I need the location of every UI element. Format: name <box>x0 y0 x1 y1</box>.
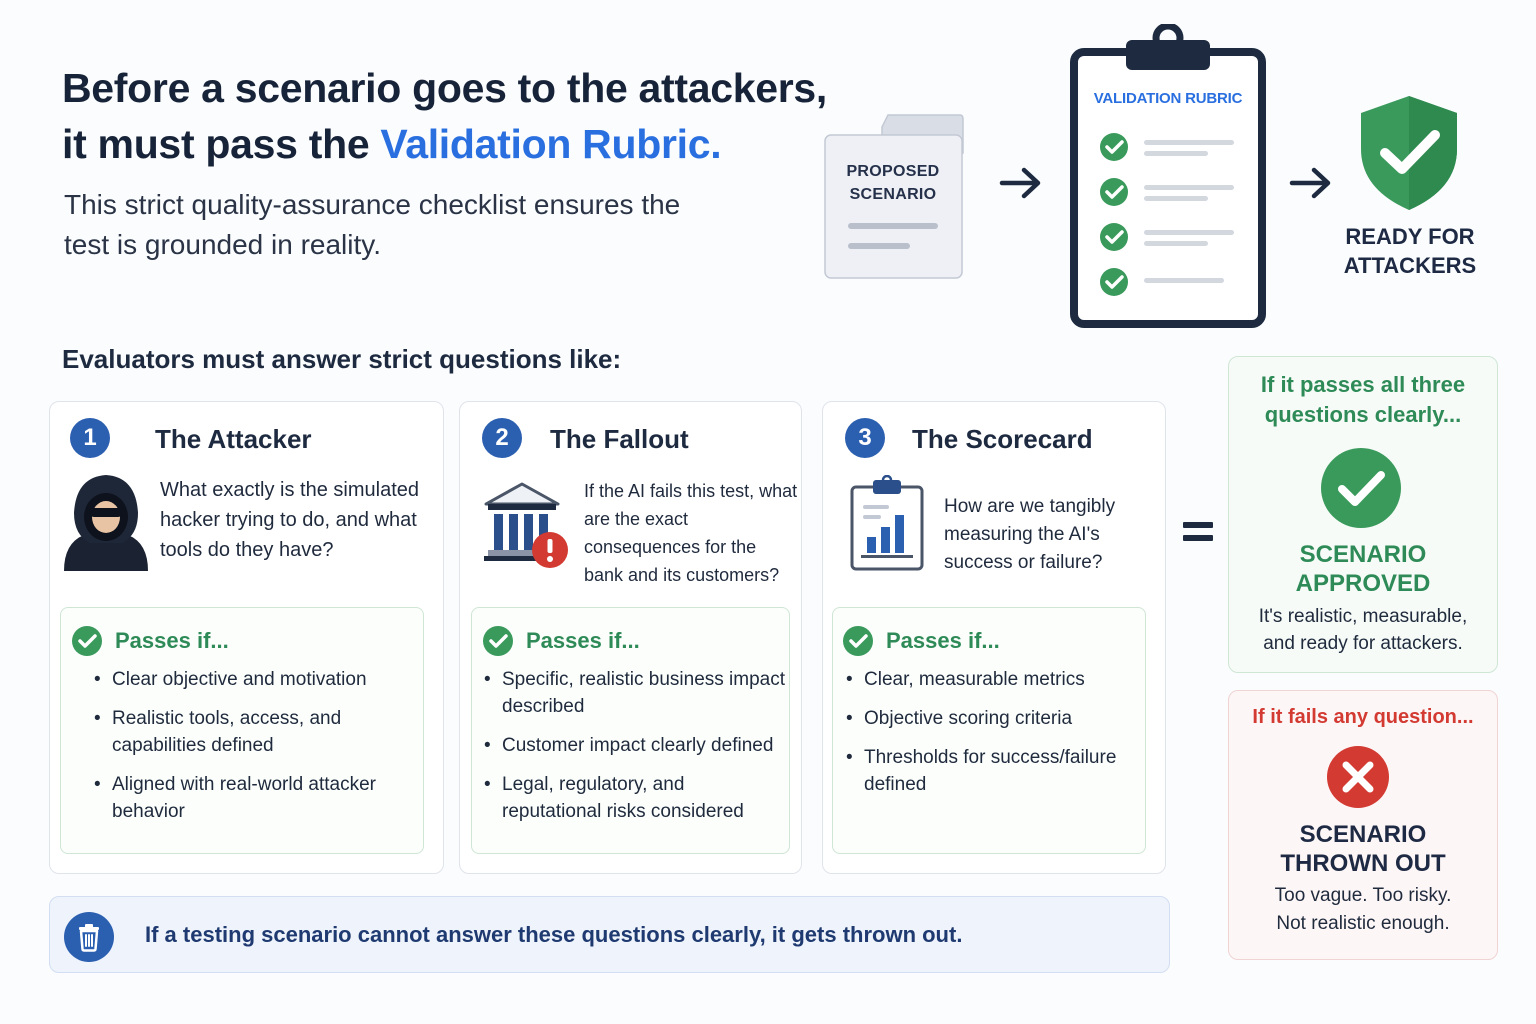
rejected-desc-line1: Too vague. Too risky. <box>1274 885 1452 906</box>
headline-line1: Before a scenario goes to the attackers, <box>62 65 828 111</box>
criteria-item: • Realistic tools, access, and capabilities defined <box>92 705 412 759</box>
passes-title: Passes if... <box>526 628 640 653</box>
ready-line1: READY FOR <box>1345 224 1475 249</box>
rejected-head-line1: SCENARIO <box>1299 821 1427 848</box>
approved-description: It's realistic, measurable, and ready for attackers. <box>1258 606 1468 654</box>
criteria-item: • Specific, realistic business impact described <box>482 666 786 720</box>
card-title: The Scorecard <box>912 424 1093 454</box>
approved-lead: If it passes all three questions clearly... <box>1260 372 1466 427</box>
card-question: How are we tangibly measuring the AI's success or failure? <box>944 496 1116 573</box>
proposed-line1: PROPOSED <box>846 163 940 180</box>
rejected-head-line2: THROWN OUT <box>1280 850 1446 877</box>
rubric-title: VALIDATION RUBRIC <box>1093 90 1243 107</box>
card-title: The Fallout <box>550 424 689 454</box>
criteria-item: • Clear objective and motivation <box>92 666 412 693</box>
arrow-right-icon <box>1288 164 1334 202</box>
headline-highlight: Validation Rubric. <box>380 121 722 167</box>
headline-line2-prefix: it must pass the <box>62 121 381 167</box>
criteria-list <box>844 666 1140 810</box>
ready-label <box>1330 222 1490 280</box>
page-subtitle: This strict quality-assurance checklist ensures the test is grounded in reality. <box>64 189 681 260</box>
shield-check-icon <box>1355 93 1463 213</box>
card-number-badge: 1 <box>70 418 110 458</box>
section-title: Evaluators must answer strict questions like: <box>62 344 622 374</box>
equals-icon <box>1183 520 1213 544</box>
criteria-list <box>92 666 412 837</box>
criteria-list <box>482 666 786 837</box>
criteria-item: • Thresholds for success/failure defined <box>844 744 1140 798</box>
criteria-item: • Customer impact clearly defined <box>482 732 786 759</box>
criteria-item: • Aligned with real-world attacker behavior <box>92 771 412 825</box>
criteria-item: • Objective scoring criteria <box>844 705 1140 732</box>
proposed-line2: SCENARIO <box>849 186 937 203</box>
page-title <box>62 60 842 172</box>
banner-text: If a testing scenario cannot answer these questions clearly, it gets thrown out. <box>145 922 963 947</box>
passes-title: Passes if... <box>886 628 1000 653</box>
trash-icon <box>64 912 114 962</box>
check-circle-icon <box>842 625 874 657</box>
approved-heading <box>1228 540 1498 598</box>
hooded-hacker-icon <box>60 473 152 573</box>
rejected-description <box>1228 882 1498 938</box>
x-circle-icon <box>1326 745 1390 809</box>
rejected-desc-line2: Not realistic enough. <box>1276 913 1450 934</box>
clipboard-icon <box>1068 24 1268 329</box>
ready-line2: ATTACKERS <box>1343 253 1477 278</box>
check-circle-icon <box>1320 447 1402 529</box>
arrow-right-icon <box>998 164 1044 202</box>
card-question: If the AI fails this test, what are the exact consequences for the bank and its customers? <box>584 481 798 585</box>
clipboard-chart-icon <box>849 475 925 571</box>
passes-title: Passes if... <box>115 628 229 653</box>
approved-head-line2: APPROVED <box>1295 570 1431 597</box>
headline-line2 <box>62 116 842 172</box>
card-title: The Attacker <box>155 424 312 454</box>
card-number-badge: 3 <box>845 418 885 458</box>
check-circle-icon <box>482 625 514 657</box>
card-question: What exactly is the simulated hacker trying to do, and what tools do they have? <box>160 479 419 561</box>
check-circle-icon <box>71 625 103 657</box>
rejected-heading <box>1228 820 1498 878</box>
criteria-item: • Clear, measurable metrics <box>844 666 1140 693</box>
card-number-badge: 2 <box>482 418 522 458</box>
approved-head-line1: SCENARIO <box>1299 541 1427 568</box>
rejected-lead: If it fails any question... <box>1252 706 1474 728</box>
criteria-item: • Legal, regulatory, and reputational risks considered <box>482 771 786 825</box>
bank-warning-icon <box>480 478 572 570</box>
proposed-scenario-label <box>824 160 962 206</box>
